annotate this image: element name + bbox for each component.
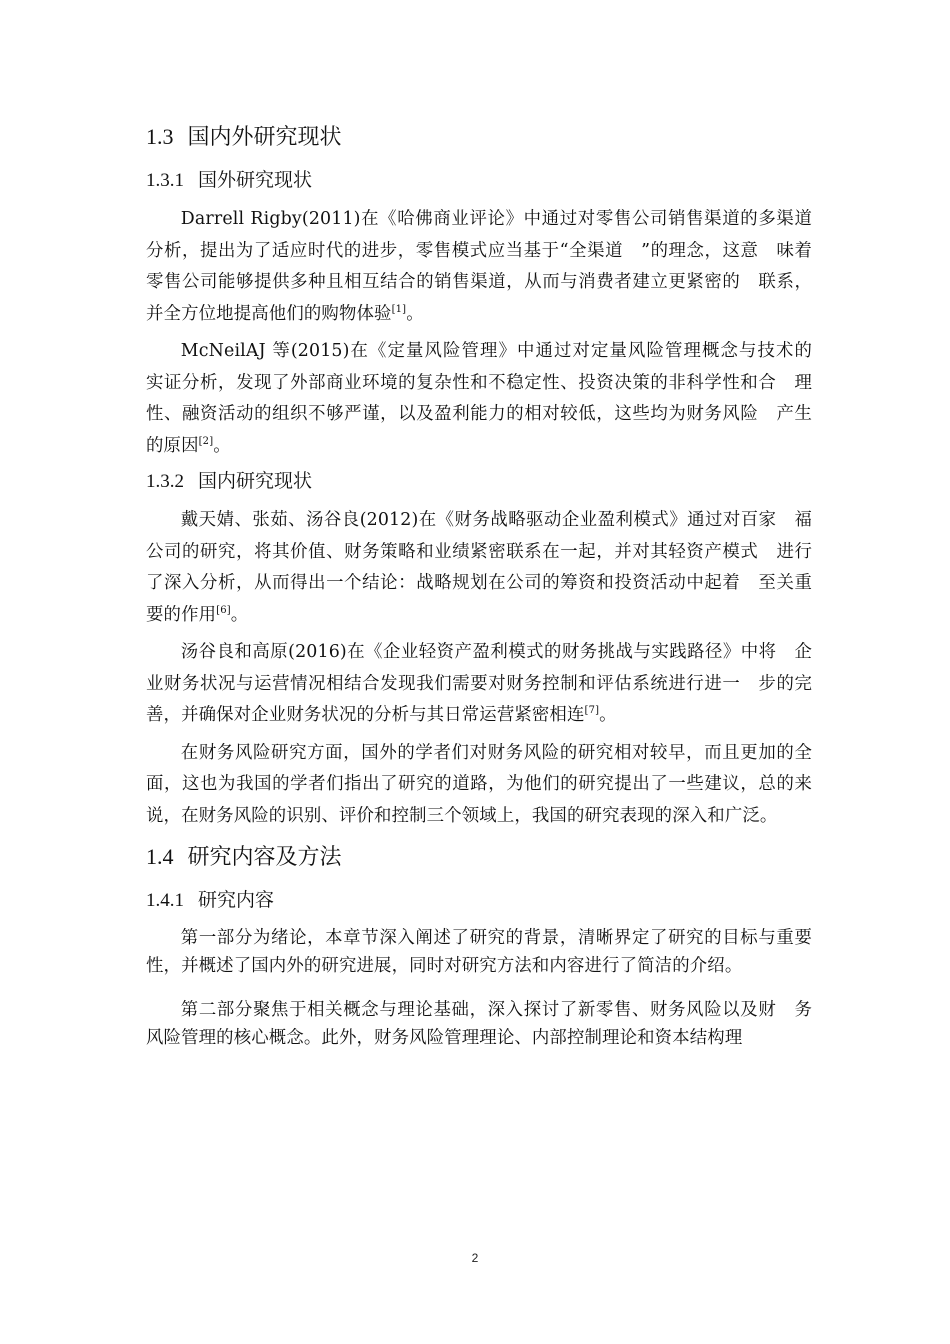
section-title: 国内研究现状 [198,470,313,492]
citation-marker: [1] [391,303,407,315]
paragraph-text: 第二部分聚焦于相关概念与理论基础，深入探讨了新零售、财务风险以及财 务风险管理的核心概念。此外，财务风险管理理论、内部控制理论和资本结构理 [146,1000,812,1048]
section-heading-1-3-2 [146,466,812,497]
citation-marker: [7] [584,705,600,717]
section-number: 1.3.1 [146,170,184,191]
paragraph-end: 。 [230,604,249,625]
section-number: 1.4.1 [146,890,184,911]
paragraph-part-one [146,924,812,980]
paragraph-mcneil [146,336,830,462]
paragraph-text: 汤谷良和高原(2016)在《企业轻资产盈利模式的财务挑战与实践路径》中将 企业财务状况与运营情况相结合发现我们需要对财务控制和评估系统进行进一 步的完善，并确保对企业财务状况的分析与其日常运营紧密相连 [146,642,812,725]
section-title: 研究内容 [198,889,275,911]
paragraph-text: 第一部分为绪论，本章节深入阐述了研究的背景，清晰界定了研究的目标与重要性，并概述了国内外的研究进展，同时对研究方法和内容进行了简洁的介绍。 [146,928,812,976]
document-page [146,120,830,1052]
section-number: 1.3 [146,124,174,149]
section-heading-1-4-1 [146,885,812,916]
paragraph-end: 。 [213,435,231,456]
section-heading-1-3 [146,120,812,155]
section-heading-1-4 [146,840,812,875]
paragraph-end: 。 [406,303,424,324]
paragraph-text: McNeilAJ 等(2015)在《定量风险管理》中通过对定量风险管理概念与技术的 实证分析，发现了外部商业环境的复杂性和不稳定性、投资决策的非科学性和合 理性、融资活动的组织不够严谨，以及盈利能力的相对较低，这些均为财务风险 产生的原因 [146,341,830,456]
paragraph-text: 在财务风险研究方面，国外的学者们对财务风险的研究相对较早，而且更加的全面，这也为我国的学者们指出了研究的道路，为他们的研究提出了一些建议，总的来说，在财务风险的识别、评价和控制三个领域上，我国的研究表现的深入和广泛。 [146,742,812,826]
paragraph-end: 。 [599,705,617,725]
section-number: 1.4 [146,844,174,869]
page-number: 2 [471,1251,479,1265]
citation-marker: [2] [198,435,214,447]
paragraph-rigby [146,204,812,330]
section-title: 研究内容及方法 [187,845,342,870]
paragraph-summary [146,738,812,833]
paragraph-text: 戴天婧、张茹、汤谷良(2012)在《财务战略驱动企业盈利模式》通过对百家 福公司的研究，将其价值、财务策略和业绩紧密联系在一起，并对其轻资产模式 进行了深入分析，从而得出一个结论：战略规划在公司的筹资和投资活动中起着 至关重要的作用 [146,510,812,625]
paragraph-dai [146,505,812,631]
paragraph-tang [146,637,812,732]
section-heading-1-3-1 [146,165,812,196]
section-title: 国外研究现状 [198,169,313,191]
citation-marker: [6] [216,604,231,616]
paragraph-part-two [146,996,812,1052]
section-title: 国内外研究现状 [187,125,342,150]
paragraph-text: Darrell Rigby(2011)在《哈佛商业评论》中通过对零售公司销售渠道的多渠道分析，提出为了适应时代的进步，零售模式应当基于“全渠道 ”的理念，这意 味着零售公司能够提供多种且相互结合的销售渠道，从而与消费者建立更紧密的 联系，并全方位地提高他们的购物体验 [146,209,812,324]
section-number: 1.3.2 [146,471,184,492]
